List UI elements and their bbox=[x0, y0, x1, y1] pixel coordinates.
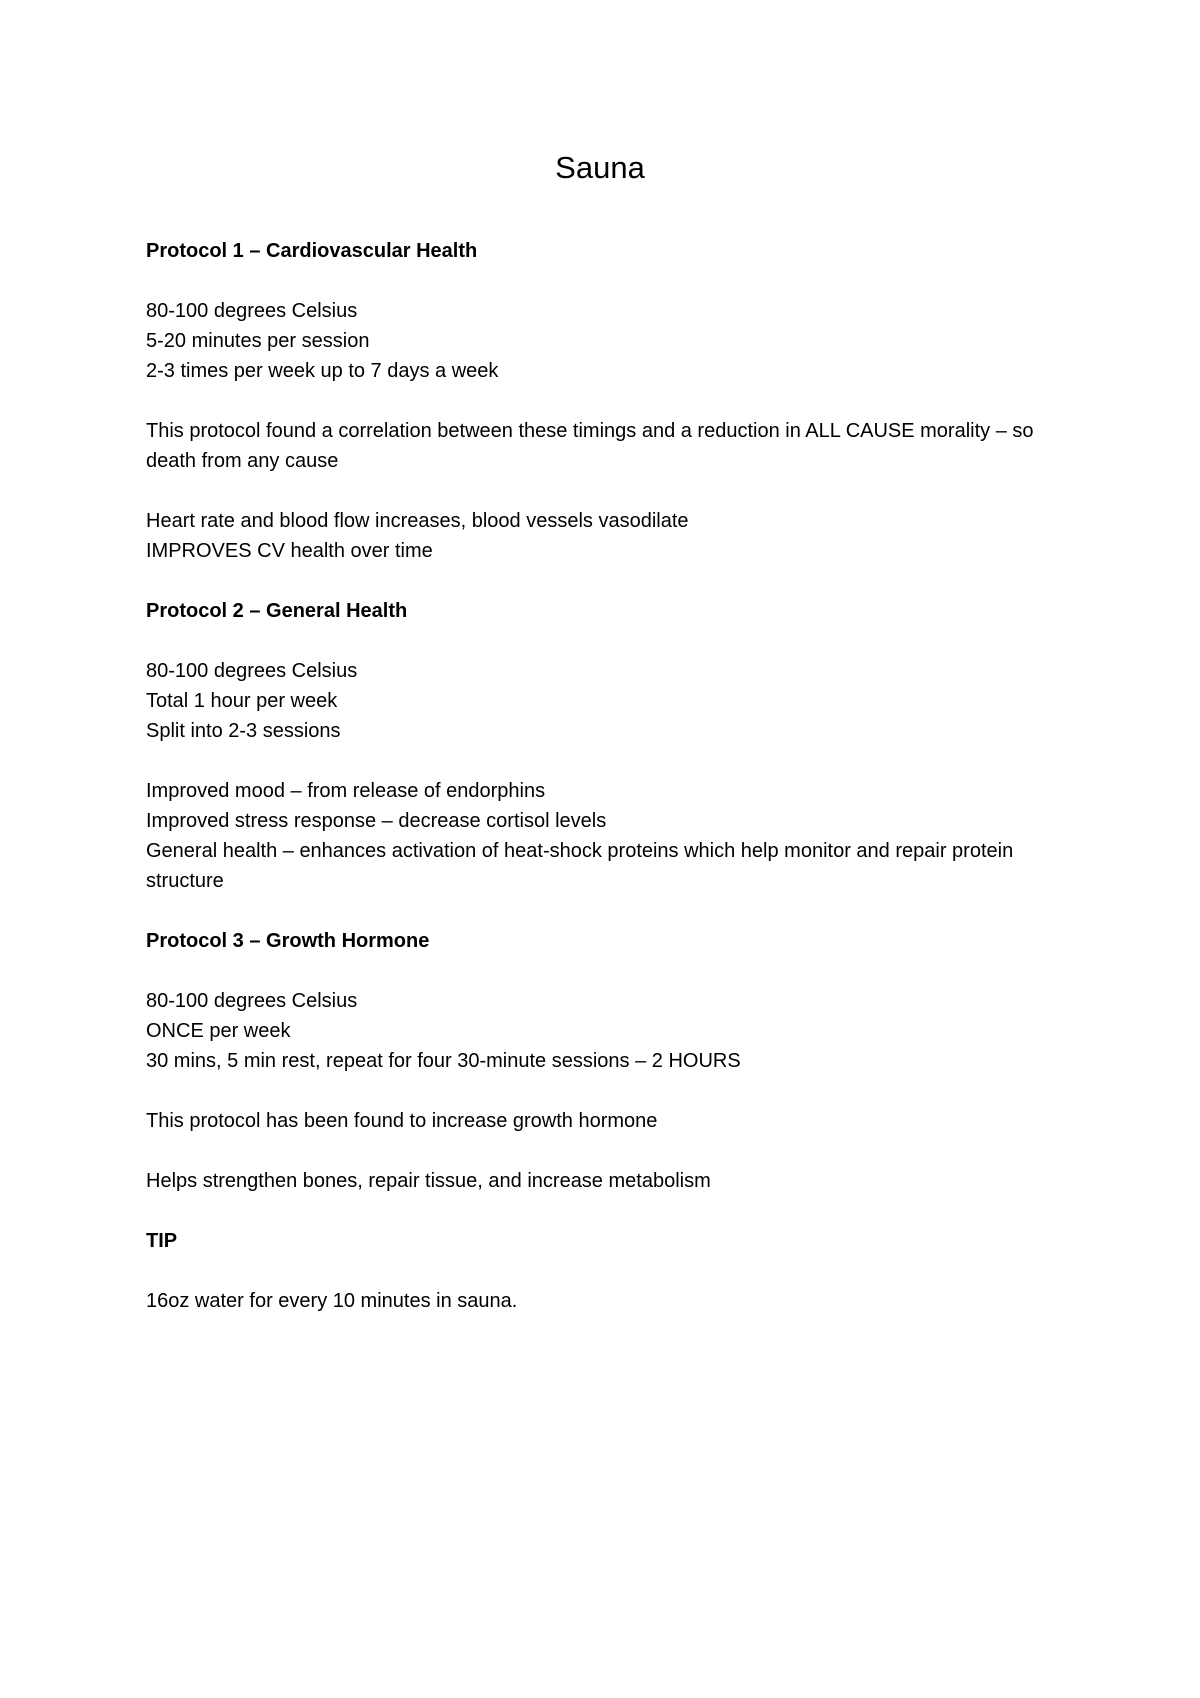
protocol-1-effect-1: Heart rate and blood flow increases, blood vessels vasodilate bbox=[146, 510, 689, 532]
protocol-1-finding-block bbox=[146, 416, 1076, 476]
tip-heading: TIP bbox=[146, 1230, 178, 1252]
page-title: Sauna bbox=[555, 150, 645, 185]
protocol-1-effects bbox=[146, 506, 1076, 566]
protocol-1-temperature: 80-100 degrees Celsius bbox=[146, 300, 358, 322]
protocol-3-schedule: 30 mins, 5 min rest, repeat for four 30-minute sessions – 2 HOURS bbox=[146, 1050, 741, 1072]
protocol-2-details bbox=[146, 656, 1076, 746]
protocol-2-total-time: Total 1 hour per week bbox=[146, 690, 338, 712]
protocol-2-benefit-general: General health – enhances activation of heat-shock proteins which help monitor and repair protein structure bbox=[146, 840, 1014, 892]
document-body bbox=[146, 236, 1076, 1346]
protocol-2-heading: Protocol 2 – General Health bbox=[146, 600, 408, 622]
protocol-1-effect-2: IMPROVES CV health over time bbox=[146, 540, 433, 562]
tip-heading-block bbox=[146, 1226, 1076, 1256]
tip-text: 16oz water for every 10 minutes in sauna. bbox=[146, 1290, 518, 1312]
protocol-3-finding-block bbox=[146, 1106, 1076, 1136]
protocol-1-frequency: 2-3 times per week up to 7 days a week bbox=[146, 360, 499, 382]
protocol-1-duration: 5-20 minutes per session bbox=[146, 330, 370, 352]
protocol-2-heading-block bbox=[146, 596, 1076, 626]
protocol-3-frequency: ONCE per week bbox=[146, 1020, 291, 1042]
protocol-1-finding: This protocol found a correlation between these timings and a reduction in ALL CAUSE morality – so death from any cause bbox=[146, 420, 1034, 472]
protocol-1-heading-block bbox=[146, 236, 1076, 266]
protocol-2-benefit-mood: Improved mood – from release of endorphins bbox=[146, 780, 546, 802]
protocol-2-sessions: Split into 2-3 sessions bbox=[146, 720, 341, 742]
protocol-1-heading: Protocol 1 – Cardiovascular Health bbox=[146, 240, 478, 262]
protocol-2-temperature: 80-100 degrees Celsius bbox=[146, 660, 358, 682]
protocol-3-heading-block bbox=[146, 926, 1076, 956]
protocol-3-details bbox=[146, 986, 1076, 1076]
protocol-2-benefit-stress: Improved stress response – decrease cortisol levels bbox=[146, 810, 607, 832]
protocol-1-details bbox=[146, 296, 1076, 386]
protocol-3-finding: This protocol has been found to increase growth hormone bbox=[146, 1110, 658, 1132]
protocol-3-heading: Protocol 3 – Growth Hormone bbox=[146, 930, 430, 952]
tip-text-block bbox=[146, 1286, 1076, 1316]
protocol-3-effect-block bbox=[146, 1166, 1076, 1196]
protocol-3-temperature: 80-100 degrees Celsius bbox=[146, 990, 358, 1012]
protocol-2-benefits bbox=[146, 776, 1076, 896]
protocol-3-effect: Helps strengthen bones, repair tissue, and increase metabolism bbox=[146, 1170, 711, 1192]
